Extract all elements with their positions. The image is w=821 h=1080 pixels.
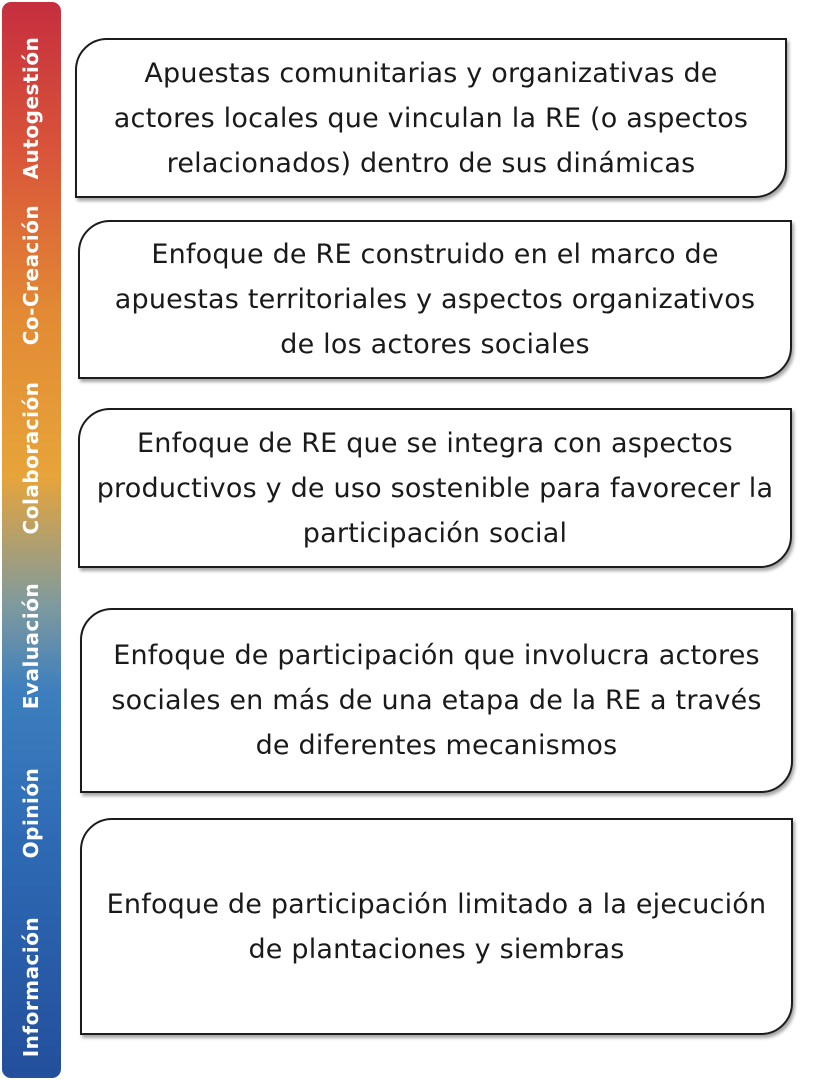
- description-box-autogestion: [75, 38, 787, 198]
- description-box-informacion: [80, 818, 793, 1035]
- description-text: Enfoque de participación limitado a la ejecución de plantaciones y siembras: [106, 888, 767, 965]
- description-text: Enfoque de participación que involucra actores sociales en más de una etapa de la RE a través de diferentes mecanismos: [111, 640, 762, 761]
- level-label-colaboracion: Colaboración: [19, 381, 43, 535]
- level-label-autogestion: Autogestión: [19, 36, 43, 180]
- description-box-co-creacion: [78, 220, 792, 379]
- description-text: Apuestas comunitarias y organizativas de actores locales que vinculan la RE (o aspectos relacionados) dentro de sus dinámicas: [113, 57, 749, 179]
- level-label-co-creacion: Co-Creación: [19, 204, 43, 346]
- level-label-informacion: Información: [19, 916, 43, 1058]
- description-text: Enfoque de RE que se integra con aspectos productivos y de uso sostenible para favorecer la participación social: [96, 427, 774, 549]
- description-text: Enfoque de RE construido en el marco de apuestas territoriales y aspectos organizativos de los actores sociales: [114, 239, 756, 360]
- level-label-evaluacion: Evaluación: [19, 582, 43, 710]
- description-box-colaboracion: [78, 408, 792, 568]
- level-label-opinion: Opinión: [19, 767, 43, 859]
- description-box-evaluacion: [80, 608, 793, 793]
